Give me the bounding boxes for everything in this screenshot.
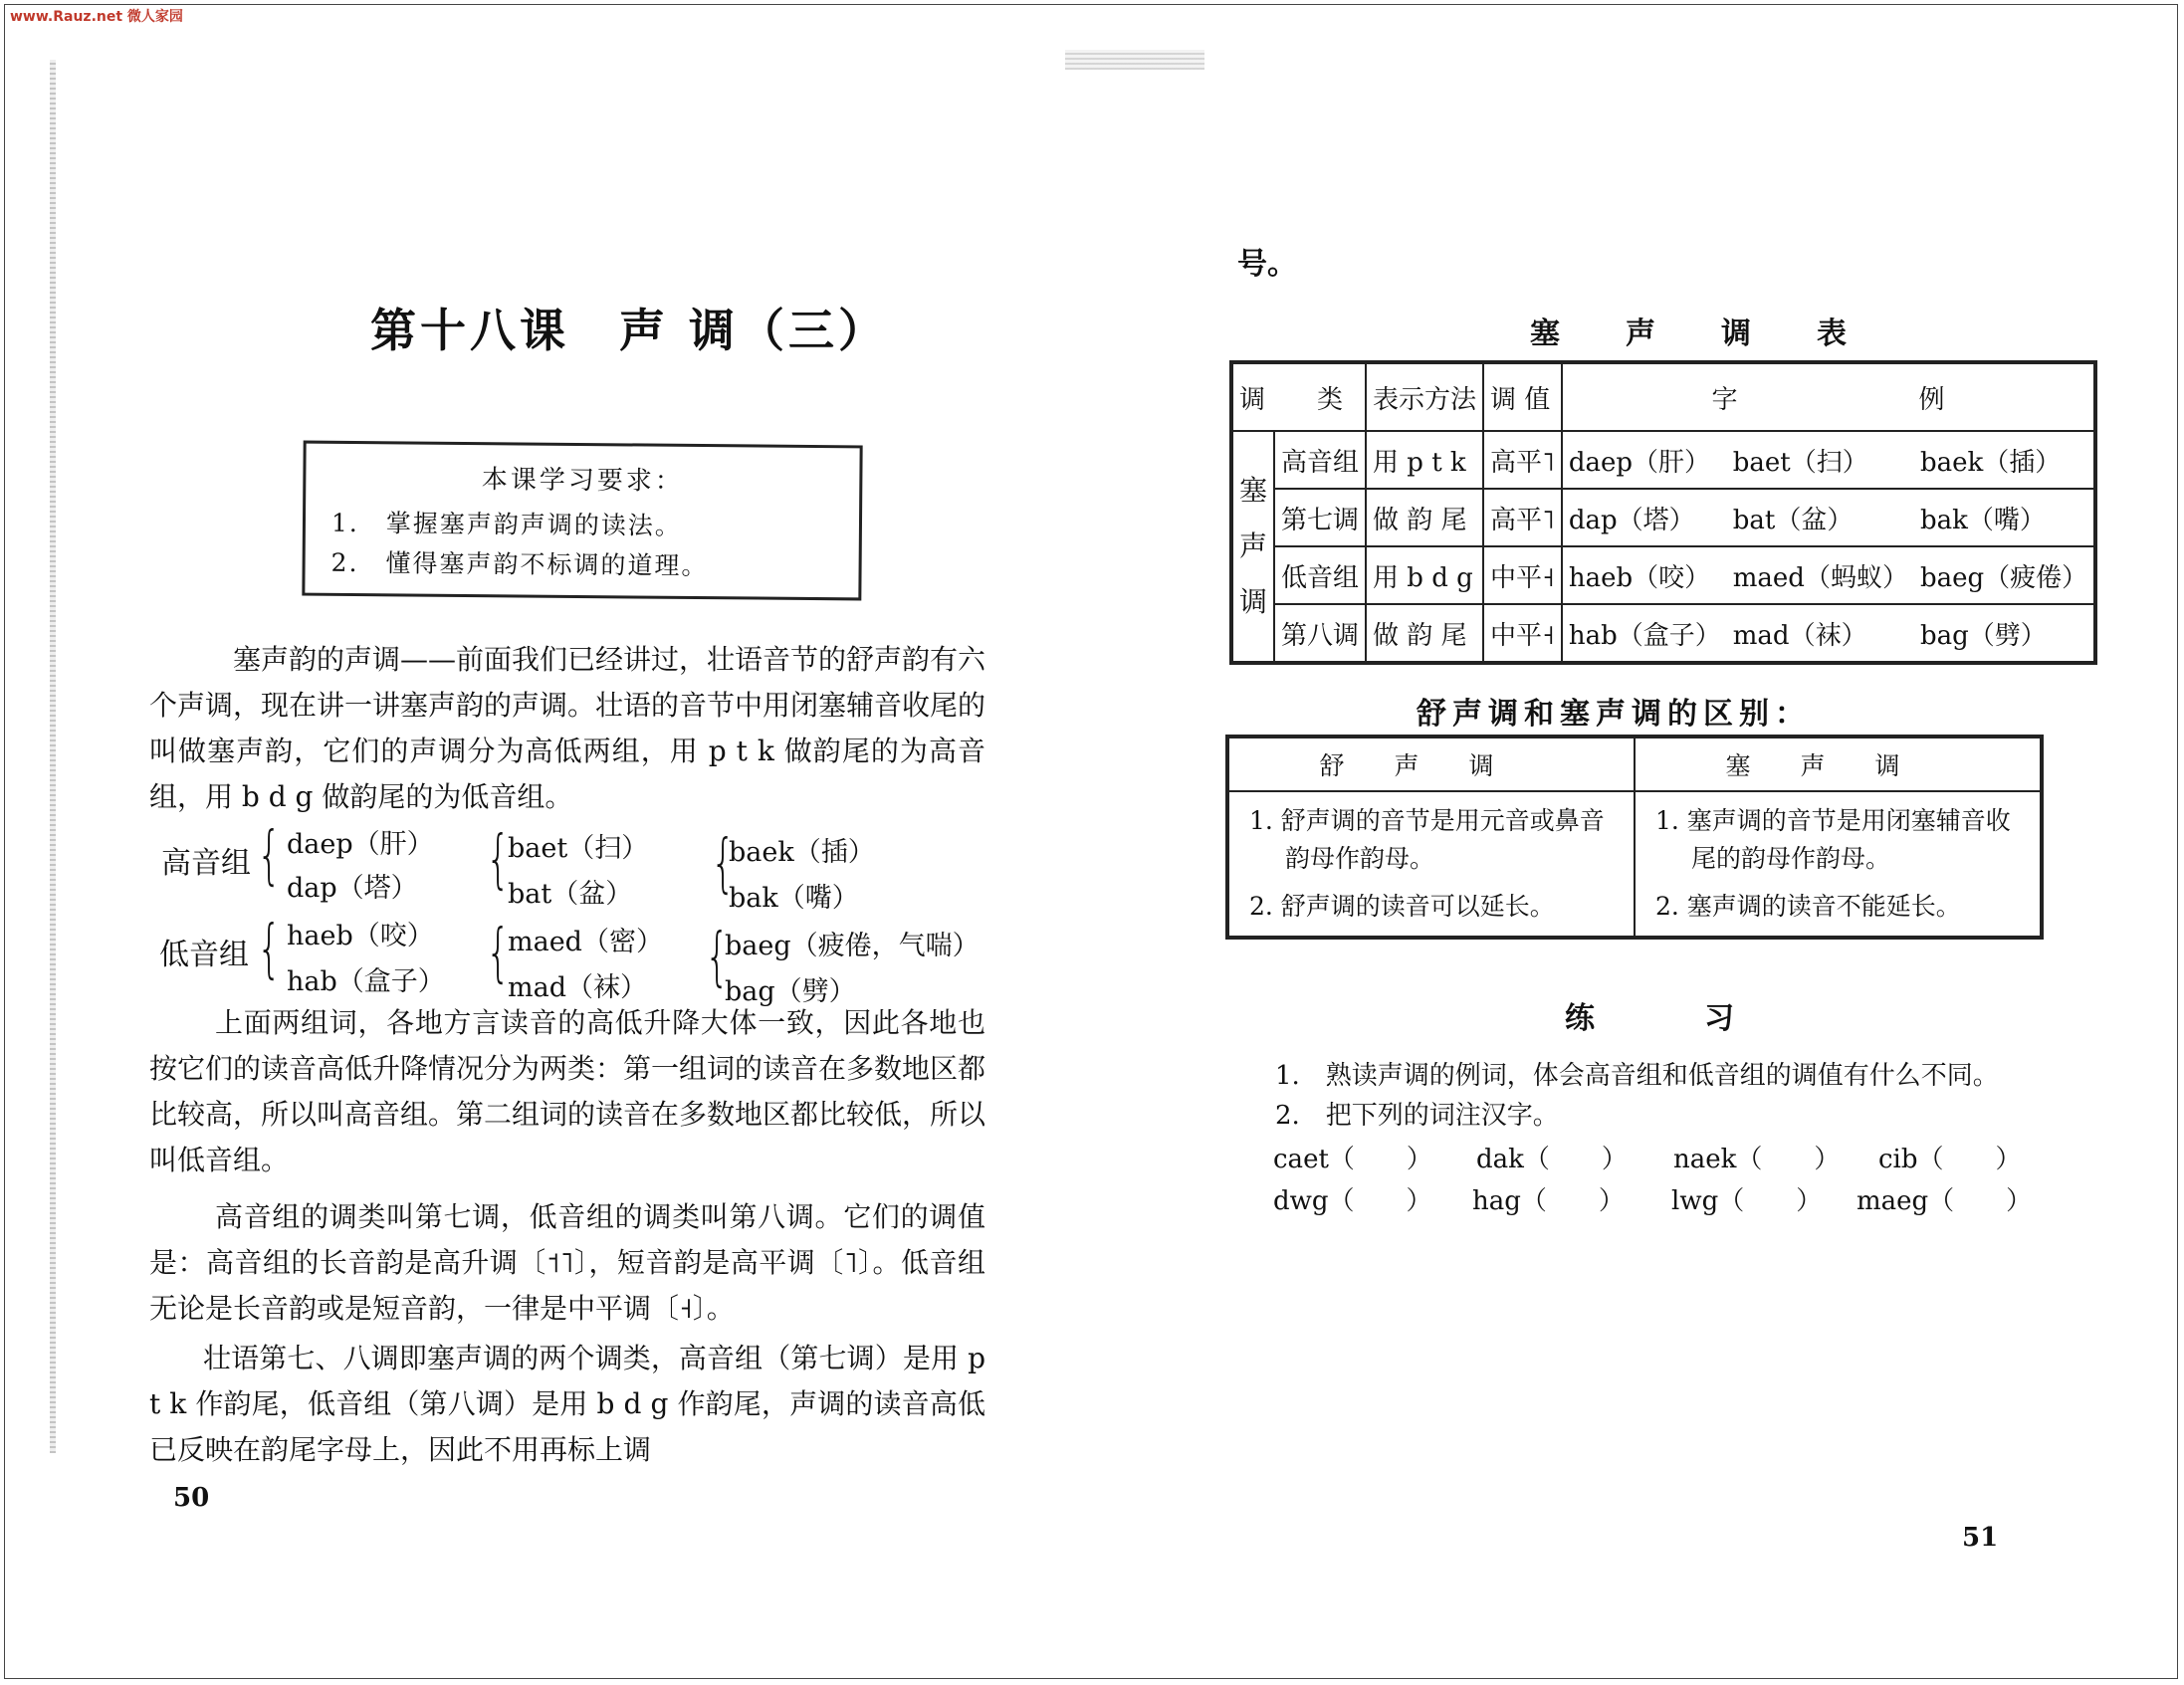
- table-header-row: [1231, 362, 2095, 431]
- example-cell: baek（插）: [1914, 431, 2095, 489]
- table1-title: 塞 声 调 表: [1530, 316, 1864, 351]
- paragraph-3: 高音组的调类叫第七调，低音组的调类叫第八调。它们的调值是：高音组的长音韵是高升调〔˦˥〕，短音韵是高平调〔˥〕。低音组无论是长音韵或是短音韵，一律是中平调〔˧〕。: [149, 1200, 985, 1325]
- word-example: bag（劈）: [725, 976, 856, 1007]
- brace-icon: {: [486, 917, 511, 990]
- group-label-low: 低音组: [159, 938, 249, 972]
- stop-tone-table: [1229, 360, 2097, 665]
- requirement-item-1: 1. 掌握塞声韵声调的读法。: [330, 508, 682, 540]
- exercise-item-1: 1. 熟读声调的例词，体会高音组和低音组的调值有什么不同。: [1275, 1061, 1999, 1091]
- header-cell: 字 例: [1562, 362, 2095, 431]
- method-cell: 用 b d g: [1366, 546, 1483, 604]
- group-label-char: 塞: [1239, 474, 1268, 507]
- header-cell: 调 类: [1231, 362, 1366, 431]
- example-cell: haeb（咬）: [1562, 546, 1727, 604]
- list-item: 1. 塞声调的音节是用闭塞辅音收尾的韵母作韵母。: [1655, 806, 2011, 873]
- list-item: 2. 舒声调的读音可以延长。: [1249, 892, 1555, 921]
- table-row: [1231, 489, 2095, 546]
- brace-icon: {: [486, 823, 511, 897]
- example-cell: bak（嘴）: [1914, 489, 2095, 546]
- class-cell: 第八调: [1274, 604, 1366, 663]
- watermark-text: www.Rauz.net 微人家园: [10, 9, 183, 25]
- word-example: bak（嘴）: [729, 883, 859, 914]
- tone-difference-table: [1225, 735, 2044, 940]
- example-cell: bag（劈）: [1914, 604, 2095, 663]
- table-row: [1231, 431, 2095, 489]
- value-cell: 中平˧: [1483, 604, 1562, 663]
- header-cell: 塞声调: [1635, 737, 2042, 791]
- word-example: bat（盆）: [508, 879, 633, 910]
- paragraph-1: 塞声韵的声调——前面我们已经讲过，壮语音节的舒声韵有六个声调，现在讲一讲塞声韵的声调。壮语的音节中用闭塞辅音收尾的叫做塞声韵，它们的声调分为高低两组，用 p t k 做韵尾的为高音组，用 b d g 做韵尾的为低音组。: [149, 643, 986, 813]
- group-label-cell: [1231, 431, 1274, 663]
- fill-item: naek（ ）: [1673, 1145, 1841, 1174]
- paragraph-4: 壮语第七、八调即塞声调的两个调类，高音组（第七调）是用 p t k 作韵尾，低音组（第八调）是用 b d g 作韵尾，声调的读音高低已反映在韵尾字母上，因此不用再标上调: [149, 1342, 985, 1466]
- header-cell: 表示方法: [1366, 362, 1483, 431]
- value-cell: 中平˧: [1483, 546, 1562, 604]
- table-row: [1231, 604, 2095, 663]
- class-cell: 高音组: [1274, 431, 1366, 489]
- brace-icon: {: [257, 913, 282, 986]
- right-page: [1092, 0, 2184, 1685]
- requirement-item-2: 2. 懂得塞声韵不标调的道理。: [330, 547, 709, 581]
- fill-item: maeg（ ）: [1856, 1186, 2033, 1216]
- fill-item: hag（ ）: [1472, 1186, 1625, 1216]
- lesson-title: 第十八课 声 调（三）: [370, 304, 889, 357]
- table-row: [1227, 791, 2042, 938]
- class-cell: 低音组: [1274, 546, 1366, 604]
- page-number-left: 50: [173, 1483, 210, 1513]
- requirements-title: 本课学习要求：: [481, 465, 684, 497]
- word-example: baek（插）: [729, 837, 875, 868]
- example-cell: maed（蚂蚁）: [1727, 546, 1914, 604]
- brace-icon: {: [705, 921, 730, 994]
- value-cell: 高平˥: [1483, 431, 1562, 489]
- method-cell: 做 韵 尾: [1366, 604, 1483, 663]
- fill-item: caet（ ）: [1273, 1145, 1432, 1174]
- word-example: mad（袜）: [508, 972, 647, 1003]
- table-cell: [1227, 791, 1635, 938]
- group-label-high: 高音组: [161, 846, 251, 881]
- fill-item: dwg（ ）: [1273, 1186, 1432, 1216]
- example-cell: baet（扫）: [1727, 431, 1914, 489]
- brace-icon: {: [257, 819, 282, 893]
- table-cell: [1635, 791, 2042, 938]
- list-item: 1. 舒声调的音节是用元音或鼻音韵母作韵母。: [1249, 806, 1605, 873]
- word-example: baeg（疲倦，气喘）: [725, 931, 980, 961]
- word-example: haeb（咬）: [287, 921, 434, 951]
- list-item: 2. 塞声调的读音不能延长。: [1655, 892, 1961, 921]
- example-cell: daep（肝）: [1562, 431, 1727, 489]
- requirements-box: [302, 441, 862, 601]
- word-example: dap（塔）: [287, 873, 418, 904]
- class-cell: 第七调: [1274, 489, 1366, 546]
- paragraph-2: 上面两组词，各地方言读音的高低升降大体一致，因此各地也按它们的读音高低升降情况分为两类：第一组词的读音在多数地区都比较高，所以叫高音组。第二组词的读音在多数地区都比较低，所以叫低音组。: [149, 1006, 986, 1176]
- table-row: [1231, 546, 2095, 604]
- example-cell: hab（盒子）: [1562, 604, 1727, 663]
- header-cell: 调 值: [1483, 362, 1562, 431]
- word-example: hab（盒子）: [287, 966, 445, 997]
- header-cell: 舒声调: [1227, 737, 1635, 791]
- value-cell: 高平˥: [1483, 489, 1562, 546]
- example-cell: baeg（疲倦）: [1914, 546, 2095, 604]
- word-example: maed（密）: [508, 927, 663, 957]
- fill-item: dak（ ）: [1476, 1145, 1628, 1174]
- page-number-right: 51: [1962, 1523, 1999, 1553]
- word-example: baet（扫）: [508, 833, 649, 864]
- word-example: daep（肝）: [287, 829, 434, 860]
- fill-item: lwg（ ）: [1671, 1186, 1823, 1216]
- example-cell: dap（塔）: [1562, 489, 1727, 546]
- table2-title: 舒声调和塞声调的区别：: [1417, 697, 1811, 732]
- group-label-char: 调: [1239, 585, 1268, 618]
- continuation-text: 号。: [1237, 247, 1297, 282]
- exercise-item-2: 2. 把下列的词注汉字。: [1275, 1101, 1559, 1131]
- brace-icon: {: [711, 827, 736, 901]
- fill-item: cib（ ）: [1878, 1145, 2022, 1174]
- group-label-char: 声: [1239, 529, 1268, 562]
- method-cell: 做 韵 尾: [1366, 489, 1483, 546]
- exercise-title: 练 习: [1565, 1001, 1774, 1036]
- table-header-row: [1227, 737, 2042, 791]
- example-cell: bat（盆）: [1727, 489, 1914, 546]
- method-cell: 用 p t k: [1366, 431, 1483, 489]
- example-cell: mad（袜）: [1727, 604, 1914, 663]
